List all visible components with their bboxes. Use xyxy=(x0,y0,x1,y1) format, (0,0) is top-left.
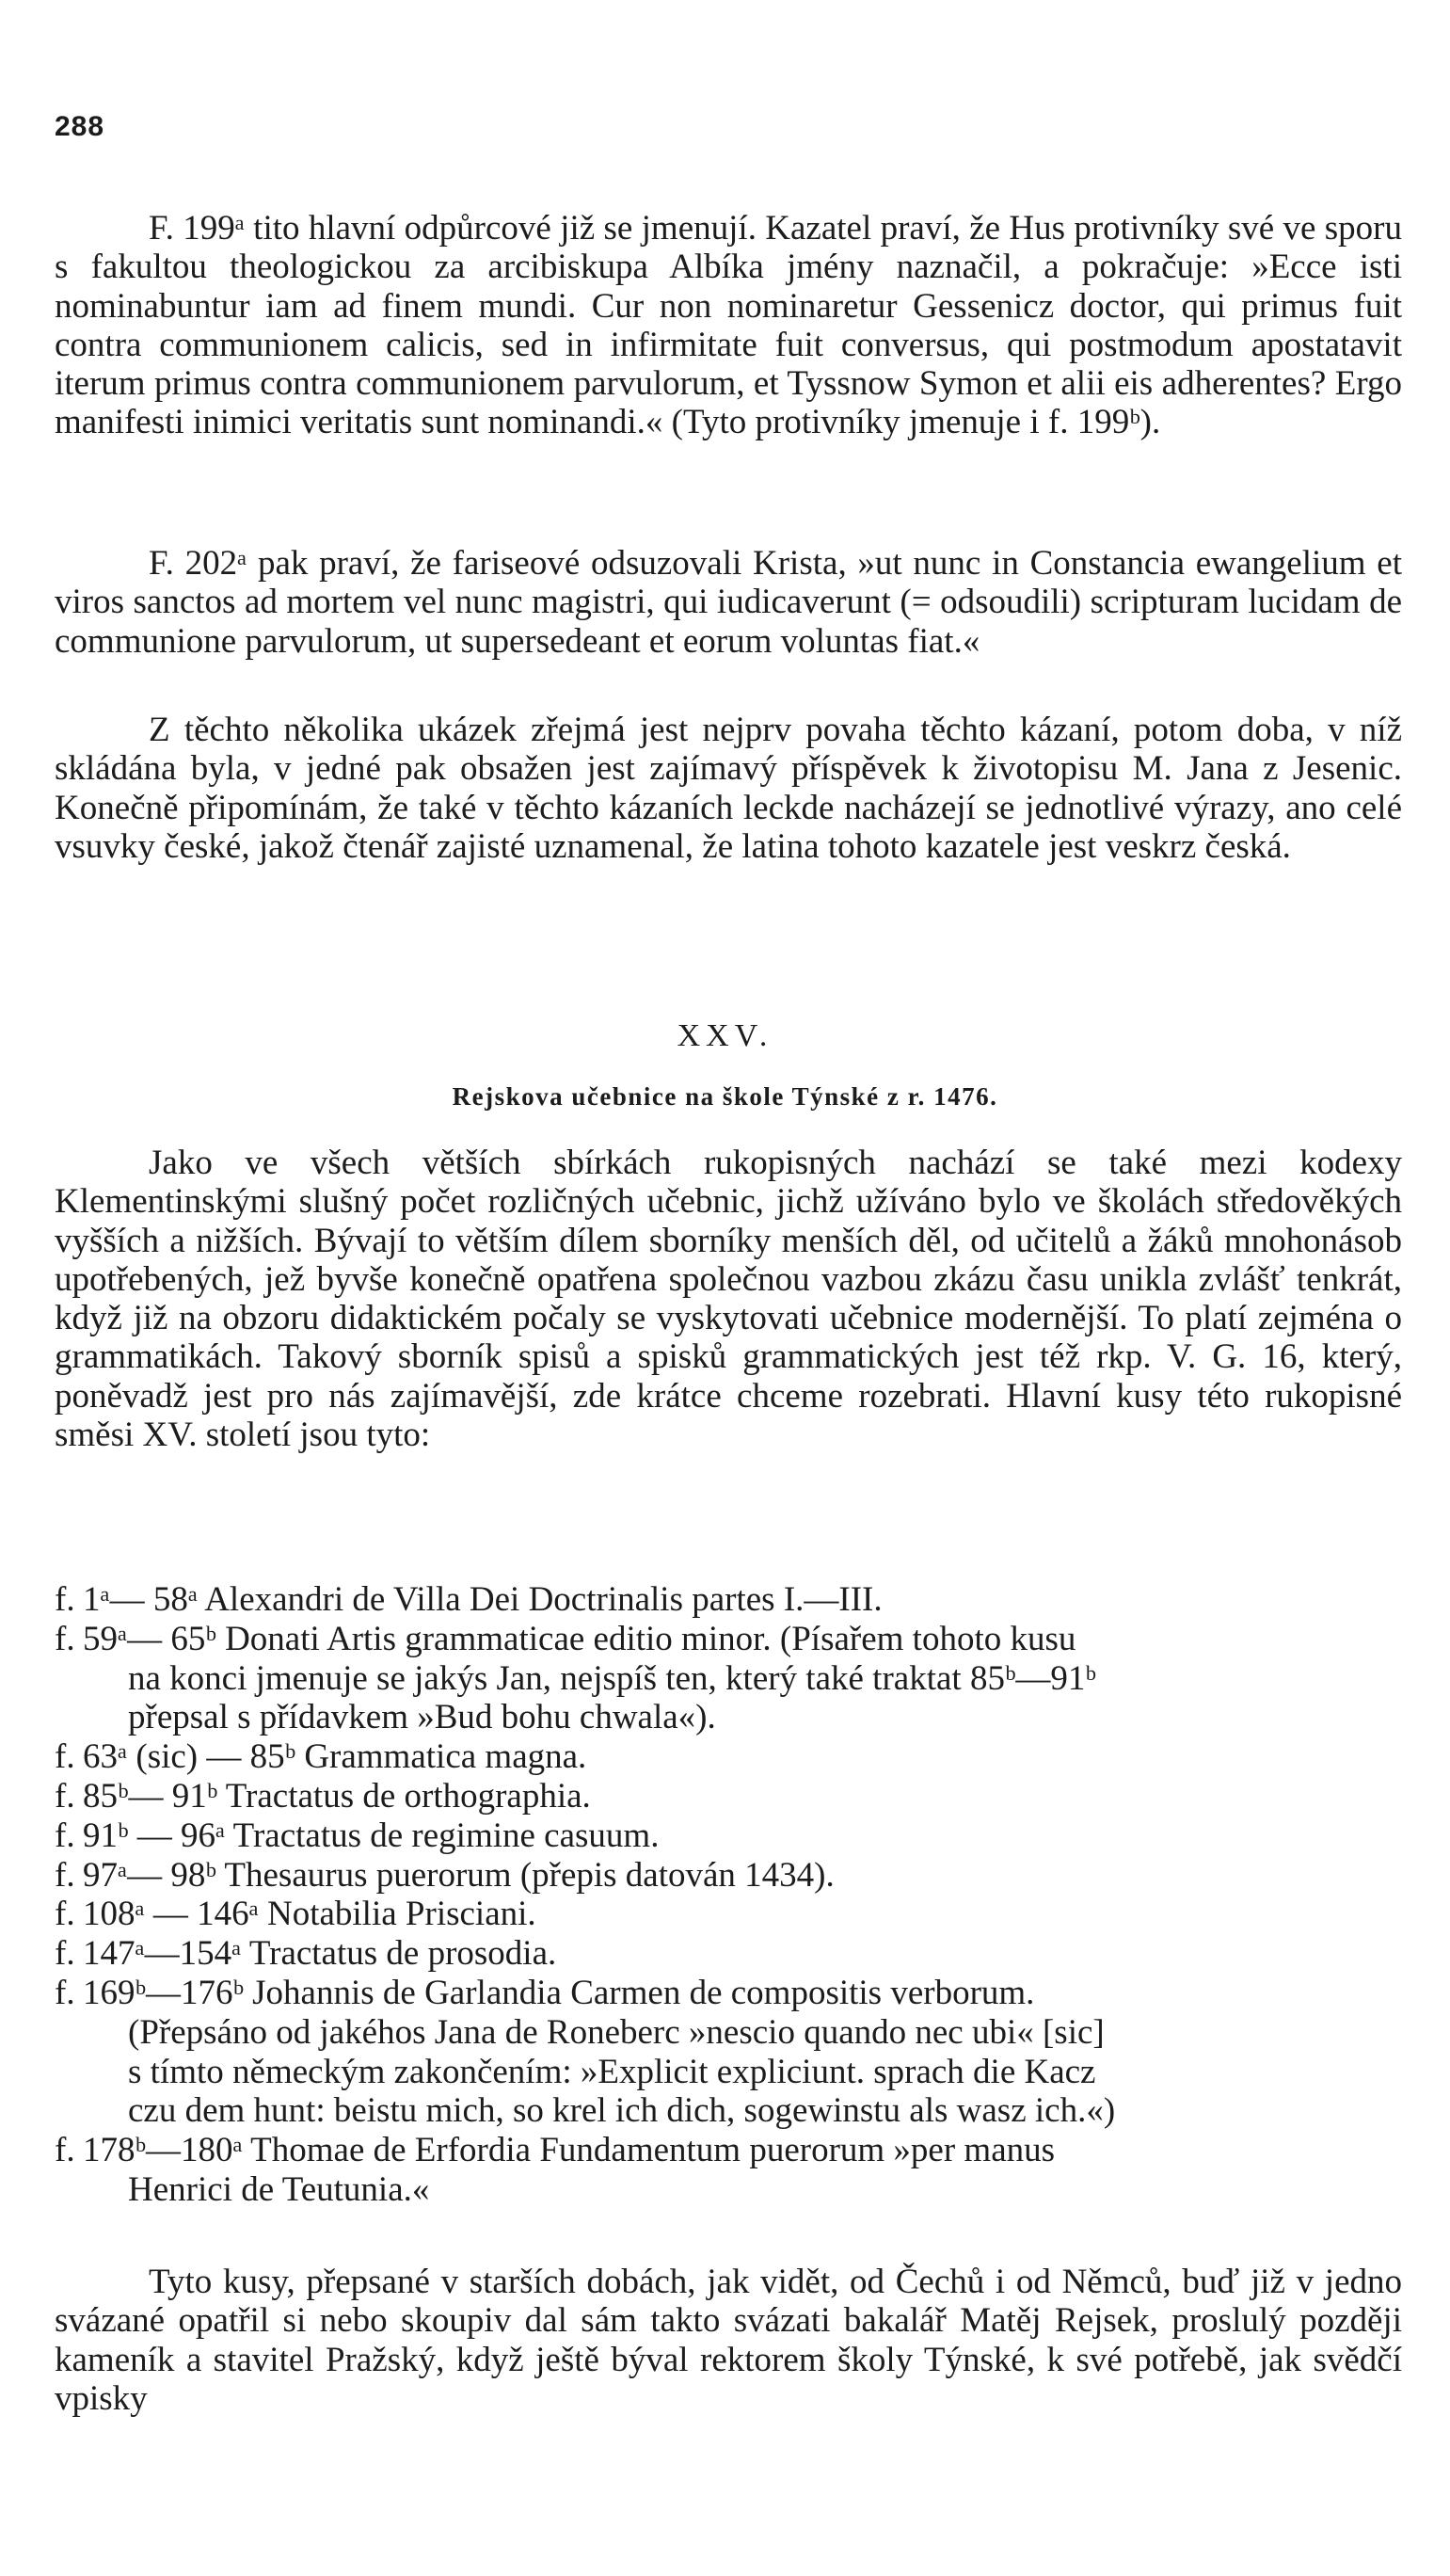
folio-marker: f. xyxy=(55,1895,75,1934)
list-item-text xyxy=(83,1777,1402,1816)
section-numeral: XXV. xyxy=(677,1018,773,1053)
list-item xyxy=(55,2131,1402,2210)
list-item-continuation: Henrici de Teutunia.« xyxy=(128,2169,430,2209)
list-item-continuation: na konci jmenuje se jakýs Jan, nejspíš ten, který také traktat 85ᵇ—91ᵇ xyxy=(128,1658,1096,1698)
list-item-first-line: 85ᵇ— 91ᵇ Tractatus de orthographia. xyxy=(83,1776,591,1816)
list-item-text xyxy=(83,1816,1402,1856)
section-title: Rejskova učebnice na škole Týnské z r. 1476. xyxy=(452,1082,998,1111)
folio-marker: f. xyxy=(55,1855,75,1895)
list-item xyxy=(55,1856,1402,1896)
paragraph-pharisees: F. 202ᵃ pak praví, že fariseové odsuzovali Krista, »ut nunc in Constancia ewangelium et viros sanctos ad mortem vel nunc magistri, qui iudicaverunt (= odsoudili) scripturam lucidam de communione parvulorum, ut supersedeant et eorum voluntas fiat.« xyxy=(55,544,1402,661)
list-item-text xyxy=(83,2131,1402,2210)
list-item xyxy=(55,1974,1402,2131)
list-item-first-line: 1ᵃ— 58ᵃ Alexandri de Villa Dei Doctrinalis partes I.—III. xyxy=(83,1580,883,1619)
manuscript-contents-list xyxy=(55,1580,1402,2210)
list-item-continuation: czu dem hunt: beistu mich, so krel ich dich, sogewinstu als wasz ich.«) xyxy=(128,2091,1116,2131)
list-item xyxy=(55,1934,1402,1974)
list-item xyxy=(55,1737,1402,1777)
list-item-text xyxy=(83,1895,1402,1934)
list-item-first-line: 169ᵇ—176ᵇ Johannis de Garlandia Carmen de compositis verborum. xyxy=(83,1973,1035,2012)
list-item xyxy=(55,1620,1402,1737)
list-item-first-line: 91ᵇ — 96ᵃ Tractatus de regimine casuum. xyxy=(83,1816,660,1855)
list-item xyxy=(55,1777,1402,1816)
list-item xyxy=(55,1895,1402,1934)
list-item xyxy=(55,1816,1402,1856)
folio-marker: f. xyxy=(55,1580,75,1619)
paragraph-rejsek: Tyto kusy, přepsané v starších dobách, jak vidět, od Čechů i od Němců, buď již v jedno svázané opatřil si nebo skoupiv dal sám takto svázati bakalář Matěj Rejsek, proslulý později kameník a stavitel Pražský, když ještě býval rektorem školy Týnské, k své potřebě, jak svědčí vpisky xyxy=(55,2263,1402,2418)
list-item-first-line: 147ᵃ—154ᵃ Tractatus de prosodia. xyxy=(83,1934,557,1974)
folio-marker: f. xyxy=(55,1816,75,1855)
folio-marker: f. xyxy=(55,2131,75,2170)
list-item xyxy=(55,1580,1402,1620)
list-item-first-line: 63ᵃ (sic) — 85ᵇ Grammatica magna. xyxy=(83,1737,587,1777)
paragraph-intro-textbooks: Jako ve všech větších sbírkách rukopisných nachází se také mezi kodexy Klementinskými slušný počet rozličných učebnic, jichž užíváno bylo ve školách středověkých vyšších a nižších. Bývají to větším dílem sborníky menších děl, od učitelů a žáků mnohonásob upotřebených, jež byvše konečně opatřena společnou vazbou zkázu času unikla zvlášť tenkrát, když již na obzoru didaktickém počaly se vyskytovati učebnice modernější. To platí zejména o grammatikách. Takový sborník spisů a spisků grammatických jest též rkp. V. G. 16, který, poněvadž jest pro nás zajímavější, zde krátce chceme rozebrati. Hlavní kusy této rukopisné směsi XV. století jsou tyto: xyxy=(55,1144,1402,1455)
folio-marker: f. xyxy=(55,1776,75,1816)
list-item-first-line: 59ᵃ— 65ᵇ Donati Artis grammaticae editio minor. (Písařem tohoto kusu xyxy=(83,1619,1076,1658)
list-item-text xyxy=(83,1580,1402,1620)
paragraph-sermon-opponents: F. 199ᵃ tito hlavní odpůrcové již se jmenují. Kazatel praví, že Hus protivníky své ve sporu s fakultou theologickou za arcibiskupa Albíka jmény naznačil, a pokračuje: »Ecce isti nominabuntur iam ad finem mundi. Cur non nominaretur Gessenicz doctor, qui primus fuit contra communionem calicis, sed in infirmitate fuit conversus, qui postmodum apostatavit iterum primus contra communionem parvulorum, et Tyssnow Symon et alii eis adherentes? Ergo manifesti inimici veritatis sunt nominandi.« (Tyto protivníky jmenuje i f. 199ᵇ). xyxy=(55,209,1402,442)
list-item-continuation: (Přepsáno od jakéhos Jana de Roneberc »nescio quando nec ubi« [sic] xyxy=(128,2012,1105,2052)
list-item-text xyxy=(83,1934,1402,1974)
folio-marker: f. xyxy=(55,1973,75,2012)
folio-marker: f. xyxy=(55,1934,75,1974)
folio-marker: f. xyxy=(55,1737,75,1777)
list-item-text xyxy=(83,1974,1402,2131)
page-number: 288 xyxy=(55,111,105,142)
paragraph-conclusion: Z těchto několika ukázek zřejmá jest nejprv povaha těchto kázaní, potom doba, v níž skládána byla, v jedné pak obsažen jest zajímavý příspěvek k životopisu M. Jana z Jesenic. Konečně připomínám, že také v těchto kázaních leckde nacházejí se jednotlivé výrazy, ano celé vsuvky české, jakož čtenář zajisté uznamenal, že latina tohoto kazatele jest veskrz česká. xyxy=(55,711,1402,866)
list-item-text xyxy=(83,1856,1402,1896)
list-item-continuation: přepsal s přídavkem »Bud bohu chwala«). xyxy=(128,1698,716,1737)
list-item-text xyxy=(83,1620,1402,1737)
folio-marker: f. xyxy=(55,1619,75,1658)
list-item-continuation: s tímto německým zakončením: »Explicit expliciunt. sprach die Kacz xyxy=(128,2052,1096,2091)
list-item-first-line: 97ᵃ— 98ᵇ Thesaurus puerorum (přepis datován 1434). xyxy=(83,1855,835,1895)
list-item-first-line: 178ᵇ—180ᵃ Thomae de Erfordia Fundamentum puerorum »per manus xyxy=(83,2131,1056,2170)
list-item-first-line: 108ᵃ — 146ᵃ Notabilia Prisciani. xyxy=(83,1895,536,1934)
list-item-text xyxy=(83,1737,1402,1777)
